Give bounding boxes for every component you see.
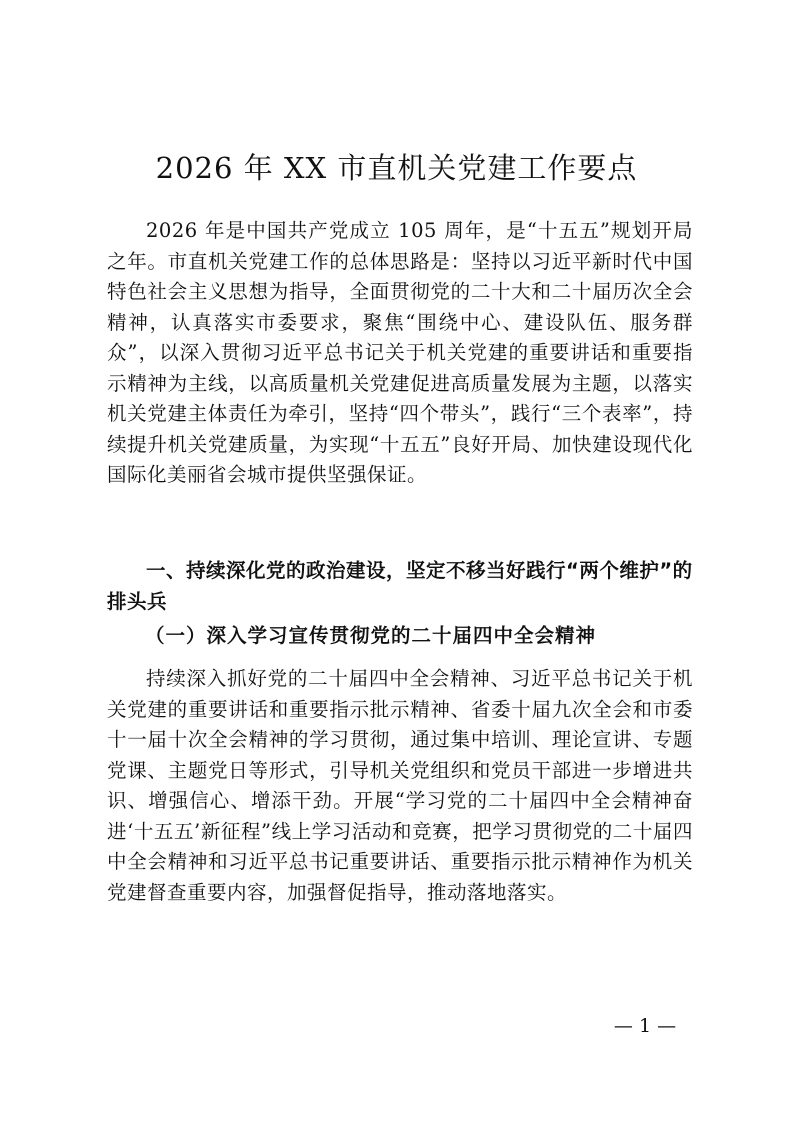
document-title: 2026 年 XX 市直机关党建工作要点 — [155, 151, 638, 185]
intro-paragraph: 2026 年是中国共产党成立 105 周年，是“十五五”规划开局之年。市直机关党建工作的总体思路是：坚持以习近平新时代中国特色社会主义思想为指导，全面贯彻党的二十大和二十届历次全会精神，认真落实市委要求，聚焦“围绕中心、建设队伍、服务群众”，以深入贯彻习近平总书记关于机关党建的重要讲话和重要指示精神为主线，以高质量机关党建促进高质量发展为主题，以落实机关党建主体责任为牵引，坚持“四个带头”，践行“三个表率”，持续提升机关党建质量，为实现“十五五”良好开局、加快建设现代化国际化美丽省会城市提供坚强保证。 — [107, 219, 693, 486]
subsection-heading: （一）深入学习宣传贯彻党的二十届四中全会精神 — [145, 624, 597, 647]
section-heading: 一、持续深化党的政治建设，坚定不移当好践行“两个维护”的排头兵 — [107, 559, 693, 613]
page-number: — 1 — — [613, 1015, 677, 1037]
subsection-paragraph: 持续深入抓好党的二十届四中全会精神、习近平总书记关于机关党建的重要讲话和重要指示批示精神、省委十届九次全会和市委十一届十次全会精神的学习贯彻，通过集中培训、理论宣讲、专题党课、主题党日等形式，引导机关党组织和党员干部进一步增进共识、增强信心、增添干劲。开展“学习党的二十届四中全会精神奋进‘十五五’新征程”线上学习活动和竞赛，把学习贯彻党的二十届四中全会精神和习近平总书记重要讲话、重要指示批示精神作为机关党建督查重要内容，加强督促指导，推动落地落实。 — [107, 667, 693, 904]
